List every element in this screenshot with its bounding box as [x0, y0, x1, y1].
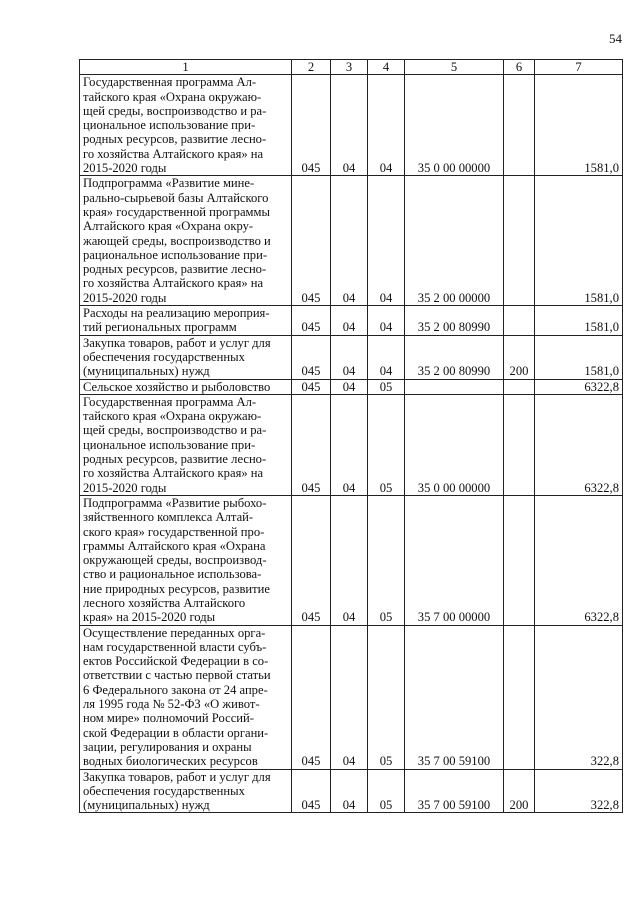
section-code: 04 — [331, 335, 368, 379]
subsection-code: 05 — [368, 495, 405, 625]
expense-type-code — [504, 495, 535, 625]
ministry-code: 045 — [292, 769, 331, 813]
amount: 322,8 — [535, 625, 623, 769]
row-name: Подпрограмма «Развитие рыбохо- зяйственного комплекса Алтай- ского края» государственной про- граммы Алтайского края «Охрана окружающей среды, воспроизвод- ство и рациональное использова- ние природных ресурсов, развитие лесного хозяйства Алтайского края» на 2015-2020 годы — [80, 495, 292, 625]
expense-type-code: 200 — [504, 769, 535, 813]
amount: 1581,0 — [535, 306, 623, 336]
amount: 1581,0 — [535, 176, 623, 306]
table-row — [80, 769, 623, 813]
ministry-code: 045 — [292, 75, 331, 176]
table-header-row — [80, 60, 623, 75]
table-row — [80, 625, 623, 769]
column-header: 7 — [535, 60, 623, 75]
table-row — [80, 176, 623, 306]
ministry-code: 045 — [292, 625, 331, 769]
target-article-code: 35 7 00 59100 — [405, 769, 504, 813]
ministry-code: 045 — [292, 495, 331, 625]
amount: 6322,8 — [535, 379, 623, 394]
budget-table — [79, 59, 623, 813]
target-article-code: 35 0 00 00000 — [405, 75, 504, 176]
target-article-code: 35 2 00 00000 — [405, 176, 504, 306]
column-header: 4 — [368, 60, 405, 75]
row-name: Закупка товаров, работ и услуг для обеспечения государственных (муниципальных) нужд — [80, 769, 292, 813]
expense-type-code — [504, 176, 535, 306]
column-header: 5 — [405, 60, 504, 75]
column-header: 2 — [292, 60, 331, 75]
amount: 6322,8 — [535, 495, 623, 625]
section-code: 04 — [331, 769, 368, 813]
target-article-code — [405, 379, 504, 394]
subsection-code: 05 — [368, 394, 405, 495]
subsection-code: 04 — [368, 75, 405, 176]
section-code: 04 — [331, 495, 368, 625]
row-name: Сельское хозяйство и рыболовство — [80, 379, 292, 394]
section-code: 04 — [331, 176, 368, 306]
expense-type-code — [504, 379, 535, 394]
ministry-code: 045 — [292, 379, 331, 394]
ministry-code: 045 — [292, 394, 331, 495]
section-code: 04 — [331, 306, 368, 336]
subsection-code: 04 — [368, 306, 405, 336]
target-article-code: 35 2 00 80990 — [405, 335, 504, 379]
subsection-code: 05 — [368, 379, 405, 394]
row-name: Государственная программа Ал- тайского края «Охрана окружаю- щей среды, воспроизводство и ра- циональное использование при- родных ресурсов, развитие лесно- го хозяйства Алтайского края» на 2015-2020 годы — [80, 394, 292, 495]
table-row — [80, 379, 623, 394]
row-name: Подпрограмма «Развитие мине- рально-сырьевой базы Алтайского края» государственной программы Алтайского края «Охрана окру- жающей среды, воспроизводство и рациональное использование при- родных ресурсов, развитие лесно- го хозяйства Алтайского края» на 2015-2020 годы — [80, 176, 292, 306]
subsection-code: 05 — [368, 625, 405, 769]
section-code: 04 — [331, 379, 368, 394]
page-number: 54 — [609, 31, 622, 46]
ministry-code: 045 — [292, 335, 331, 379]
amount: 322,8 — [535, 769, 623, 813]
expense-type-code: 200 — [504, 335, 535, 379]
row-name: Расходы на реализацию мероприя- тий региональных программ — [80, 306, 292, 336]
subsection-code: 04 — [368, 176, 405, 306]
target-article-code: 35 7 00 59100 — [405, 625, 504, 769]
target-article-code: 35 2 00 80990 — [405, 306, 504, 336]
table-row — [80, 306, 623, 336]
expense-type-code — [504, 75, 535, 176]
section-code: 04 — [331, 625, 368, 769]
table-row — [80, 394, 623, 495]
column-header: 6 — [504, 60, 535, 75]
ministry-code: 045 — [292, 306, 331, 336]
amount: 6322,8 — [535, 394, 623, 495]
section-code: 04 — [331, 75, 368, 176]
table-row — [80, 335, 623, 379]
expense-type-code — [504, 625, 535, 769]
row-name: Государственная программа Ал- тайского края «Охрана окружаю- щей среды, воспроизводство и ра- циональное использование при- родных ресурсов, развитие лесно- го хозяйства Алтайского края» на 2015-2020 годы — [80, 75, 292, 176]
section-code: 04 — [331, 394, 368, 495]
target-article-code: 35 0 00 00000 — [405, 394, 504, 495]
target-article-code: 35 7 00 00000 — [405, 495, 504, 625]
ministry-code: 045 — [292, 176, 331, 306]
amount: 1581,0 — [535, 75, 623, 176]
column-header: 1 — [80, 60, 292, 75]
table-row — [80, 75, 623, 176]
expense-type-code — [504, 306, 535, 336]
table-row — [80, 495, 623, 625]
subsection-code: 04 — [368, 335, 405, 379]
expense-type-code — [504, 394, 535, 495]
amount: 1581,0 — [535, 335, 623, 379]
row-name: Закупка товаров, работ и услуг для обеспечения государственных (муниципальных) нужд — [80, 335, 292, 379]
subsection-code: 05 — [368, 769, 405, 813]
row-name: Осуществление переданных орга- нам государственной власти субъ- ектов Российской Федерации в со- ответствии с частью первой статьи 6 Федерального закона от 24 апре- ля 1995 года № 52-ФЗ «О живот- ном мире» полномочий Россий- ской Федерации в области органи- зации, регулирования и охраны водных биологических ресурсов — [80, 625, 292, 769]
column-header: 3 — [331, 60, 368, 75]
